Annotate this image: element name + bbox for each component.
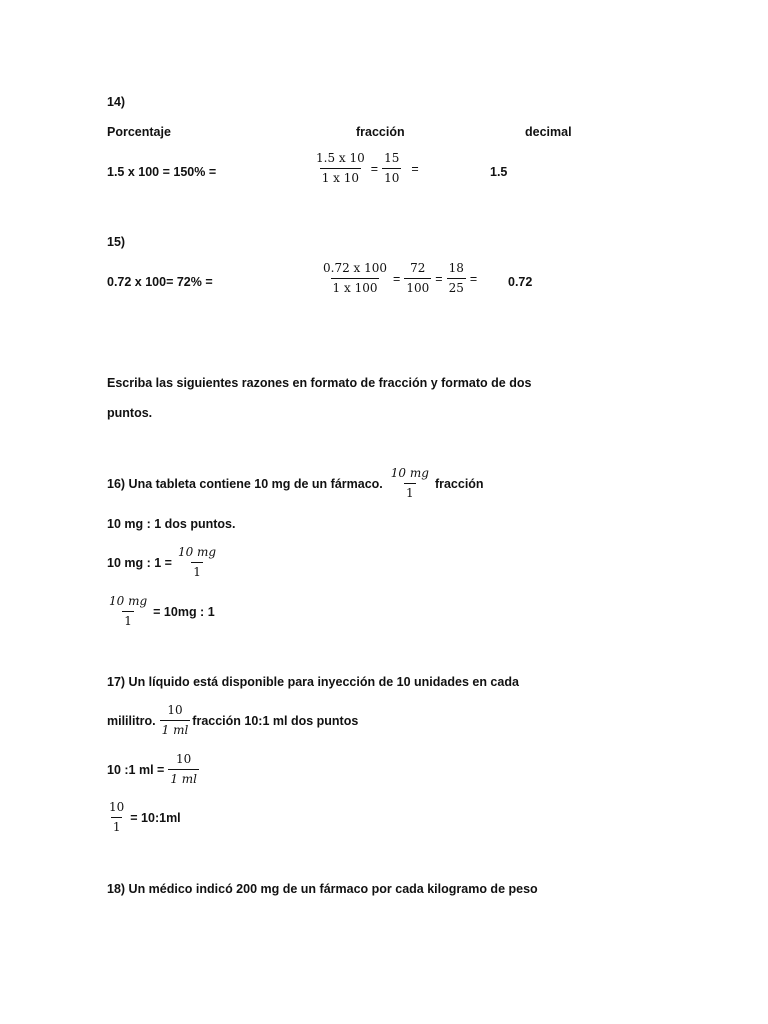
fraction-denominator: 1 x 10 bbox=[320, 168, 361, 186]
problem-17-equation-fraction bbox=[168, 752, 199, 787]
problem-17-final-fraction bbox=[107, 800, 126, 835]
problem-17-equation bbox=[107, 752, 201, 787]
problem-14-fraction-1 bbox=[314, 151, 367, 186]
fraction-denominator: 25 bbox=[447, 278, 466, 296]
problem-14-decimal: 1.5 bbox=[490, 165, 508, 179]
problem-16-statement: 16) Una tableta contiene 10 mg de un fármaco. bbox=[107, 476, 383, 491]
fraction-numerator: 10 mg bbox=[109, 594, 148, 608]
equals-sign: = bbox=[469, 271, 478, 286]
equals-sign: = bbox=[370, 161, 379, 176]
problem-14-fraction-2 bbox=[382, 151, 401, 186]
fraction-numerator: 72 bbox=[410, 261, 426, 275]
fraction-numerator: 10 bbox=[109, 800, 125, 814]
fraction-numerator: 18 bbox=[448, 261, 464, 275]
problem-17-line-2 bbox=[107, 703, 358, 738]
fraction-denominator: 1 bbox=[111, 817, 123, 835]
equals-sign: = bbox=[435, 271, 443, 286]
problem-17-line-2-suffix: fracción 10:1 ml dos puntos bbox=[192, 713, 359, 728]
problem-16-equation-fraction bbox=[176, 545, 218, 580]
problem-15-percent-expression: 0.72 x 100= 72% = bbox=[107, 275, 213, 289]
problem-15-number: 15) bbox=[107, 235, 126, 249]
problem-16-colon-format: 10 mg : 1 dos puntos. bbox=[107, 517, 236, 531]
header-porcentaje: Porcentaje bbox=[107, 125, 171, 139]
problem-16-fraction bbox=[389, 466, 431, 501]
problem-16-final-fraction bbox=[107, 594, 149, 629]
problem-15-fraction-2 bbox=[404, 261, 431, 296]
problem-16-fraction-label: fracción bbox=[434, 476, 484, 491]
fraction-numerator: 10 mg bbox=[390, 466, 429, 480]
problem-14-percent-expression: 1.5 x 100 = 150% = bbox=[107, 165, 217, 179]
problem-15-decimal: 0.72 bbox=[508, 275, 533, 289]
fraction-denominator: 1 bbox=[191, 562, 203, 580]
problem-17-line-2-prefix: mililitro. bbox=[107, 713, 156, 728]
problem-17-equation-lhs: 10 :1 ml = bbox=[107, 762, 165, 777]
fraction-denominator: 1 bbox=[122, 611, 134, 629]
problem-17-statement: 17) Un líquido está disponible para inyección de 10 unidades en cada bbox=[107, 675, 519, 689]
fraction-denominator: 10 bbox=[382, 168, 401, 186]
equals-sign: = bbox=[393, 271, 401, 286]
problem-18-statement: 18) Un médico indicó 200 mg de un fármaco por cada kilogramo de peso bbox=[107, 882, 538, 896]
instructions-line-2: puntos. bbox=[107, 406, 153, 420]
header-fraccion: fracción bbox=[356, 125, 405, 139]
problem-15-fraction-expression bbox=[319, 261, 479, 296]
problem-15-fraction-1 bbox=[321, 261, 389, 296]
problem-16-equation bbox=[107, 545, 220, 580]
instructions-line-1: Escriba las siguientes razones en formato de fracción y formato de dos bbox=[107, 376, 532, 390]
fraction-denominator: 100 bbox=[404, 278, 431, 296]
fraction-denominator: 1 ml bbox=[168, 769, 199, 787]
problem-17-final-equation bbox=[105, 800, 181, 835]
problem-14-number: 14) bbox=[107, 95, 126, 109]
problem-16-statement-line bbox=[107, 466, 484, 501]
problem-16-final-rhs: = 10mg : 1 bbox=[153, 604, 215, 619]
header-decimal: decimal bbox=[525, 125, 572, 139]
fraction-numerator: 0.72 x 100 bbox=[323, 261, 388, 275]
fraction-numerator: 10 bbox=[167, 703, 183, 717]
problem-14-fraction-expression bbox=[312, 151, 421, 186]
problem-17-final-rhs: = 10:1ml bbox=[130, 810, 181, 825]
equals-sign: = bbox=[411, 161, 419, 176]
fraction-denominator: 1 x 100 bbox=[331, 278, 380, 296]
fraction-denominator: 1 bbox=[404, 483, 416, 501]
problem-15-fraction-3 bbox=[447, 261, 466, 296]
fraction-denominator: 1 ml bbox=[160, 720, 191, 738]
problem-16-final-equation bbox=[105, 594, 215, 629]
fraction-numerator: 1.5 x 10 bbox=[316, 151, 365, 165]
problem-17-fraction bbox=[160, 703, 191, 738]
problem-16-equation-lhs: 10 mg : 1 = bbox=[107, 555, 172, 570]
fraction-numerator: 10 mg bbox=[177, 545, 217, 559]
fraction-numerator: 15 bbox=[384, 151, 400, 165]
fraction-numerator: 10 bbox=[176, 752, 192, 766]
